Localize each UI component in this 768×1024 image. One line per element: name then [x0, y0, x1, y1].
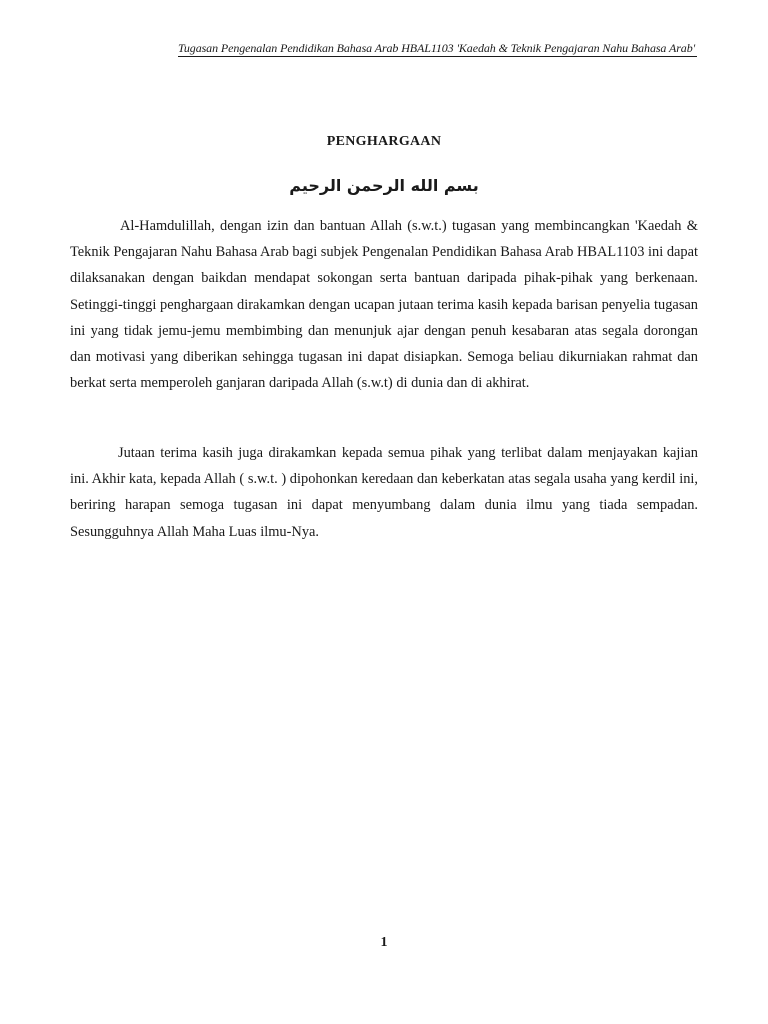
page-title: PENGHARGAAN — [326, 134, 442, 149]
paragraph-acknowledgement: Al-Hamdulillah, dengan izin dan bantuan Allah (s.w.t.) tugasan yang membincangkan 'Kaedah & Teknik Pengajaran Nahu Bahasa Arab bagi subjek Pengenalan Pendidikan Bahasa Arab HBAL1103 ini dapat dilaksanakan dengan baikdan mendapat sokongan serta bantuan daripada pihak-pihak yang berkenaan. Setinggi-tinggi penghargaan dirakamkan dengan ucapan jutaan terima kasih kepada barisan penyelia tugasan ini yang tidak jemu-jemu membimbing dan menunjuk ajar dengan penuh kesabaran atas segala dorongan dan motivasi yang diberikan sehingga tugasan ini dapat disiapkan. Semoga beliau dikurniakan rahmat dan berkat serta memperoleh ganjaran daripada Allah (s.w.t) di dunia dan di akhirat. — [70, 218, 698, 392]
page-number: 1 — [380, 935, 388, 950]
paragraph-closing: Jutaan terima kasih juga dirakamkan kepada semua pihak yang terlibat dalam menjayakan kajian ini. Akhir kata, kepada Allah ( s.w.t. ) dipohonkan keredaan dan keberkatan atas segala usaha yang kerdil ini, beriring harapan semoga tugasan ini dapat menyumbang dalam dunia ilmu yang tiada sempadan. Sesungguhnya Allah Maha Luas ilmu-Nya. — [70, 445, 698, 540]
basmalah-line: بسم الله الرحمن الرحيم — [289, 176, 479, 195]
running-header: Tugasan Pengenalan Pendidikan Bahasa Arab HBAL1103 'Kaedah & Teknik Pengajaran Nahu Bahasa Arab' — [178, 41, 696, 55]
